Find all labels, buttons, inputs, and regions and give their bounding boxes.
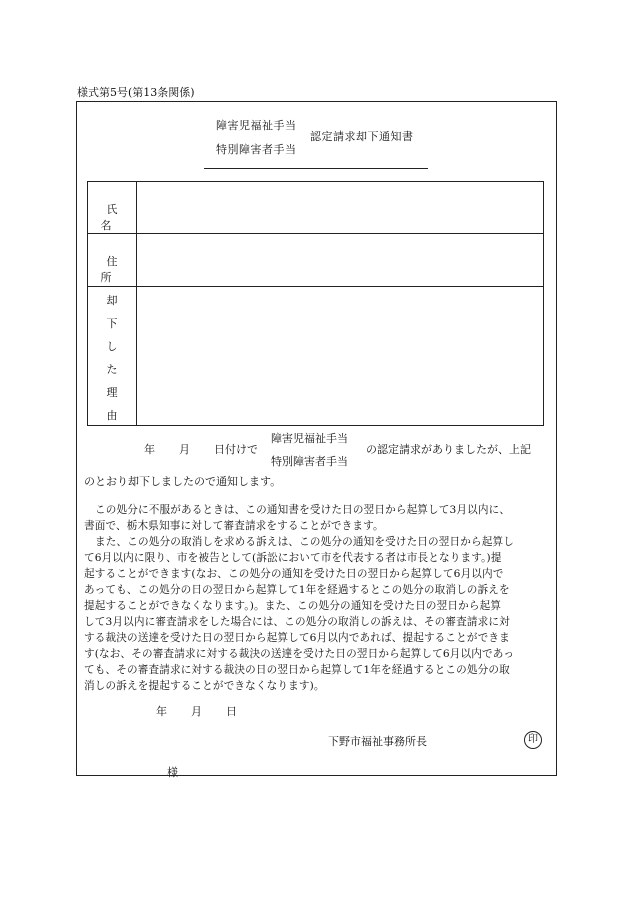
document-title: 認定請求却下通知書 [310, 130, 414, 143]
instruction-line: 提起することができなくなります。)。また、この処分の通知を受けた日の翌日から起算 [84, 600, 502, 612]
title-underline [204, 168, 428, 169]
notice-line1-tail: の認定請求がありましたが、上記 [366, 443, 531, 456]
addressee-suffix: 様 [167, 766, 178, 779]
issue-day: 日 [226, 705, 237, 718]
reason-label-char: た [106, 363, 118, 376]
notice-day-suffix: 日付けで [214, 443, 258, 456]
instruction-line: して3月以内に審査請求をした場合には、この処分の取消しの訴えは、その審査請求に対 [84, 616, 510, 628]
title-allowance-1: 障害児福祉手当 [216, 119, 297, 132]
form-number: 様式第5号(第13条関係) [77, 86, 195, 99]
reason-label-char: 却 [106, 294, 118, 307]
instruction-line: あっても、この処分の日の翌日から起算して1年を経過するとこの処分の取消しの訴えを [84, 584, 510, 596]
seal-icon: 印 [524, 731, 542, 749]
instruction-line: て6月以内に限り、市を被告として(訴訟において市を代表する者は市長となります。)提 [84, 552, 502, 564]
notice-line2: のとおり却下しましたので通知します。 [84, 475, 282, 488]
row-divider-name [88, 233, 543, 234]
title-allowance-2: 特別障害者手当 [216, 143, 297, 156]
info-table [87, 181, 544, 426]
instruction-line: す(なお、その審査請求に対する裁決の送達を受けた日の翌日から起算して6月以内であっ [84, 648, 515, 660]
instruction-line: 書面で、栃木県知事に対して審査請求をすることができます。 [84, 520, 384, 532]
name-label: 氏 名 [100, 203, 130, 232]
issue-year: 年 [156, 705, 167, 718]
row-divider-address [88, 286, 543, 287]
notice-year: 年 [144, 443, 155, 456]
issue-month: 月 [191, 705, 202, 718]
notice-month: 月 [179, 443, 190, 456]
reason-label-char: 理 [106, 386, 118, 399]
reason-label-char: 下 [106, 317, 118, 330]
issuer-name: 下野市福祉事務所長 [328, 735, 427, 748]
reason-label-char: 由 [106, 409, 118, 422]
reason-label-char: し [106, 340, 118, 353]
label-column-divider [136, 182, 137, 425]
instruction-line: 起することができます(なお、この処分の通知を受けた日の翌日から起算して6月以内で [84, 568, 504, 580]
instruction-line: また、この処分の取消しを求める訴えは、この処分の通知を受けた日の翌日から起算し [95, 536, 515, 548]
address-label: 住 所 [100, 255, 130, 284]
notice-allowance-1: 障害児福祉手当 [271, 432, 348, 445]
instruction-line: する裁決の送達を受けた日の翌日から起算して6月以内であれば、提起することができま [84, 632, 510, 644]
instruction-line: ても、その審査請求に対する裁決の日の翌日から起算して1年を経過するとこの処分の取 [84, 664, 510, 676]
instruction-line: 消しの訴えを提起することができなくなります)。 [84, 680, 325, 692]
instruction-line: この処分に不服があるときは、この通知書を受けた日の翌日から起算して3月以内に、 [95, 504, 511, 516]
notice-allowance-2: 特別障害者手当 [271, 455, 348, 468]
